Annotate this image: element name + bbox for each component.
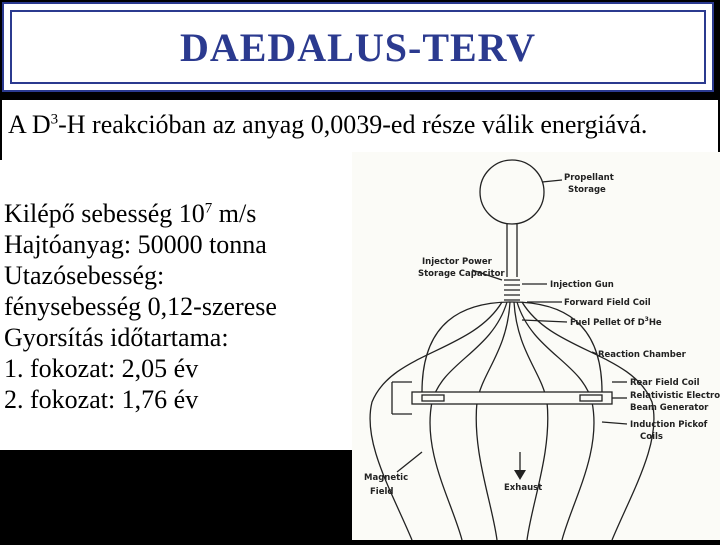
label-field: Field bbox=[370, 487, 394, 497]
label-rear-coil: Rear Field Coil bbox=[630, 378, 700, 388]
intro-before: A D bbox=[8, 110, 51, 139]
fuel-pellet-end: He bbox=[648, 318, 662, 328]
speed-unit: m/s bbox=[212, 199, 257, 228]
intro-band bbox=[2, 100, 718, 160]
label-coils: Coils bbox=[640, 432, 663, 442]
label-storage-capacitor: Storage Capacitor bbox=[418, 269, 505, 279]
fact-speed bbox=[4, 198, 350, 229]
fact-accel-label: Gyorsítás időtartama: bbox=[4, 323, 229, 352]
intro-sup: 3 bbox=[50, 111, 59, 128]
intro-text bbox=[8, 108, 708, 142]
label-relativistic: Relativistic Electro bbox=[630, 391, 720, 401]
label-storage: Storage bbox=[568, 185, 606, 195]
daedalus-diagram bbox=[352, 152, 720, 540]
label-reaction-chamber: Reaction Chamber bbox=[598, 350, 686, 360]
slide-title: DAEDALUS-TERV bbox=[179, 24, 537, 70]
intro-after: -H reakcióban az anyag 0,0039-ed része válik energiává. bbox=[58, 110, 648, 139]
facts-list bbox=[4, 198, 350, 415]
fuel-pellet-sup: 3 bbox=[644, 316, 649, 323]
fuel-pellet-text: Fuel Pellet Of D bbox=[570, 318, 645, 328]
exhaust-arrow bbox=[514, 470, 526, 480]
speed-prefix: Kilépő sebesség 10 bbox=[4, 199, 205, 228]
label-exhaust: Exhaust bbox=[504, 483, 543, 493]
label-magnetic: Magnetic bbox=[364, 473, 409, 483]
speed-exp: 7 bbox=[204, 200, 213, 217]
title-frame bbox=[2, 2, 714, 92]
fact-cruise-label: Utazósebesség: bbox=[4, 261, 165, 290]
fact-fuel: Hajtóanyag: 50000 tonna bbox=[4, 230, 267, 259]
title-inner-frame bbox=[10, 10, 706, 84]
label-injector-power: Injector Power bbox=[422, 257, 492, 267]
diagram-svg bbox=[352, 152, 720, 540]
fact-cruise-value: fénysebesség 0,12-szerese bbox=[4, 292, 277, 321]
reaction-chamber bbox=[422, 302, 602, 392]
label-fuel-pellet bbox=[570, 316, 662, 328]
label-propellant: Propellant bbox=[564, 173, 614, 183]
label-forward-coil: Forward Field Coil bbox=[564, 298, 651, 308]
fact-stage2: 2. fokozat: 1,76 év bbox=[4, 385, 199, 414]
label-beam-generator: Beam Generator bbox=[630, 403, 709, 413]
label-injection-gun: Injection Gun bbox=[550, 280, 614, 290]
fact-stage1: 1. fokozat: 2,05 év bbox=[4, 354, 199, 383]
propellant-sphere bbox=[480, 160, 544, 224]
rear-field-coil bbox=[412, 392, 612, 404]
label-induction: Induction Pickof bbox=[630, 420, 708, 430]
injector-coil bbox=[504, 280, 520, 300]
